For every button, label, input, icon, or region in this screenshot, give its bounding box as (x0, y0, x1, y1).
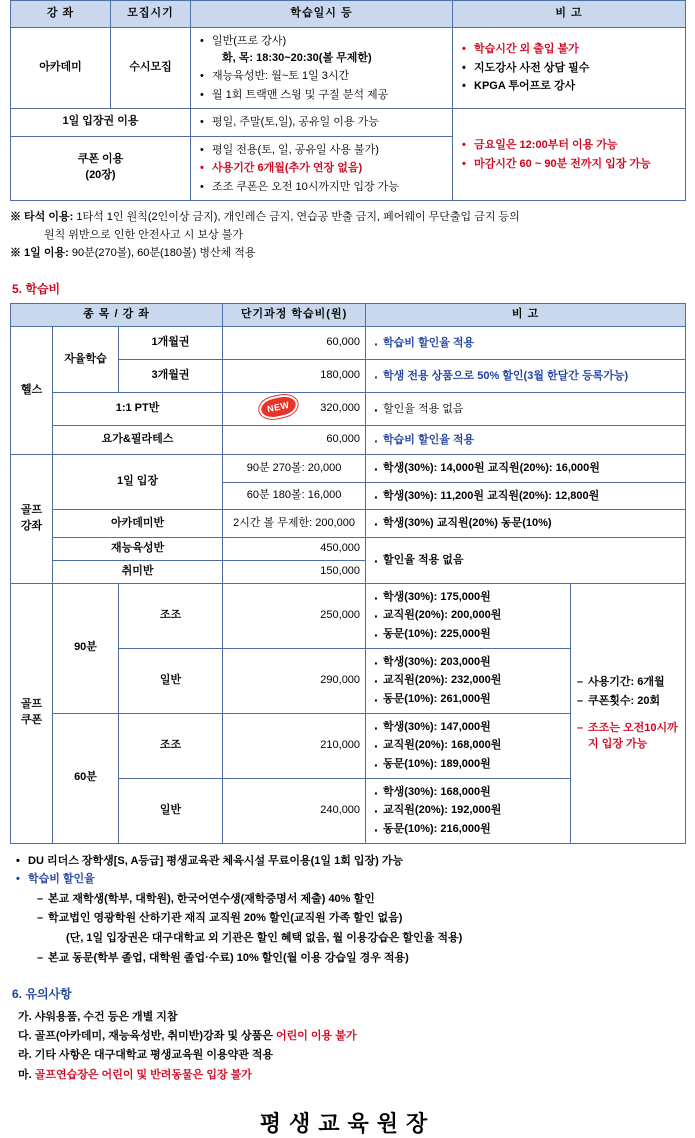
remarks-coupon (453, 109, 686, 201)
list-item: • 조조 쿠폰은 오전 10시까지만 입장 가능 (210, 179, 447, 196)
list-item: · 학생(30%) 교직원(20%) 동문(10%) (383, 515, 680, 532)
list-item: · 학습비 할인율 적용 (383, 335, 680, 352)
schedule-coupon (191, 136, 453, 201)
section-5-title (12, 280, 685, 297)
price-day-entry-90: 90분 270볼: 20,000 (223, 455, 366, 483)
type-early-90: 조조 (119, 583, 223, 648)
item-talent-class: 재능육성반 (53, 537, 223, 560)
list-item: · 교직원(20%): 232,000원 (383, 672, 565, 689)
price-day-entry-60: 60분 180볼: 16,000 (223, 482, 366, 510)
list-item: · 교직원(20%): 200,000원 (383, 607, 565, 624)
group-health: 헬스 (11, 327, 53, 455)
course-coupon-label: 쿠폰 이용 (77, 153, 124, 166)
cautions-list (18, 1008, 685, 1085)
section-6-number: 6. (12, 986, 23, 1001)
list-item: • 학습시간 외 출입 불가 (472, 41, 680, 58)
note-text: 90분(270볼), 60분(180볼) 병산체 적용 (71, 247, 256, 260)
caution-item (18, 1027, 685, 1046)
col-header-fee: 단기과정 학습비(원) (223, 304, 366, 327)
item-pt-label: 1:1 PT반 (115, 402, 160, 415)
schedule-academy (191, 28, 453, 109)
price-1month: 60,000 (223, 327, 366, 360)
col-header-period: 모집시기 (111, 1, 191, 28)
table-row (11, 109, 686, 137)
price-talent-class: 450,000 (223, 537, 366, 560)
price-coupon-60-early: 210,000 (223, 713, 366, 778)
table-row (11, 426, 686, 455)
price-yoga: 60,000 (223, 426, 366, 455)
duration-60: 60분 (53, 713, 119, 843)
list-item: • 지도강사 사전 상담 필수 (472, 60, 680, 77)
list-item: – 학교법인 영광학원 산하기관 재직 교직원 20% 할인(교직원 가족 할인 없음) (48, 910, 685, 927)
list-item: – 본교 동문(학부 졸업, 대학원 졸업·수료) 10% 할인(월 이용 강습일 경우 적용) (48, 950, 685, 967)
note-line (10, 244, 685, 262)
list-item: · 학생 전용 상품으로 50% 할인(3월 한달간 등록가능) (383, 368, 680, 385)
period-academy: 수시모집 (111, 28, 191, 109)
course-coupon-sub: (20장) (85, 169, 116, 182)
section-5-number: 5. (12, 282, 23, 297)
fee-notes-sub (10, 891, 685, 967)
list-item: • KPGA 투어프로 강사 (472, 78, 680, 95)
item-yoga: 요가&필라테스 (53, 426, 223, 455)
item-hobby-class: 취미반 (53, 560, 223, 583)
signature-line: 평생교육원장 (259, 1110, 436, 1136)
caution-text-red: 골프연습장은 어린이 및 반려동물은 입장 불가 (34, 1068, 252, 1081)
duration-90: 90분 (53, 583, 119, 713)
price-hobby-class: 150,000 (223, 560, 366, 583)
item-pt (53, 393, 223, 426)
remark-day-entry-60 (366, 482, 686, 510)
section-6-title (12, 985, 685, 1002)
section-5-label: 학습비 (25, 282, 61, 297)
course-academy: 아카데미 (11, 28, 111, 109)
new-badge: NEW (257, 393, 299, 423)
list-item: · 교직원(20%): 168,000원 (383, 737, 565, 754)
price-coupon-60-normal: 240,000 (223, 778, 366, 843)
remark-academy-class (366, 510, 686, 538)
fee-notes (10, 853, 685, 967)
price-coupon-90-early: 250,000 (223, 583, 366, 648)
list-item: • 일반(프로 강사) 화, 목: 18:30~20:30(볼 무제한) (210, 33, 447, 66)
discounts-coupon-60-normal (366, 778, 571, 843)
list-item: • 월 1회 트랙맨 스윙 및 구질 분석 제공 (210, 87, 447, 104)
course-schedule-table (10, 0, 686, 201)
list-item: – 본교 재학생(학부, 대학원), 한국어연수생(재학증명서 제출) 40% 할인 (48, 891, 685, 908)
remark-talent-hobby (366, 537, 686, 583)
caution-label: 다. (18, 1030, 32, 1043)
caution-text: 골프(아카데미, 재능육성반, 취미반)강좌 및 상품은 (34, 1030, 276, 1043)
fee-table (10, 303, 686, 843)
list-item-red: – 조조는 오전10시까지 입장 가능 (588, 720, 680, 753)
note-line (10, 208, 685, 244)
section-6-label: 유의사항 (25, 986, 72, 1001)
list-item: · 학생(30%): 14,000원 교직원(20%): 16,000원 (383, 460, 680, 477)
price-3month: 180,000 (223, 360, 366, 393)
list-item: · 교직원(20%): 192,000원 (383, 802, 565, 819)
discounts-coupon-60-early (366, 713, 571, 778)
course-day-pass: 1일 입장권 이용 (11, 109, 191, 137)
caution-text: 기타 사항은 대구대학교 평생교육원 이용약관 적용 (34, 1049, 274, 1062)
table1-notes (10, 208, 685, 262)
caution-label: 마. (18, 1068, 32, 1081)
type-normal-60: 일반 (119, 778, 223, 843)
list-item: – 사용기간: 6개월 (588, 674, 680, 691)
list-item: · 동문(10%): 225,000원 (383, 626, 565, 643)
price-coupon-90-normal: 290,000 (223, 648, 366, 713)
list-item: • 평일, 주말(토,일), 공유일 이용 가능 (210, 114, 447, 131)
list-item: • 평일 전용(토, 일, 공유일 사용 불가) (210, 142, 447, 159)
caution-item (18, 1008, 685, 1027)
list-item: – 쿠폰횟수: 20회 (588, 693, 680, 710)
remark-yoga (366, 426, 686, 455)
caution-label: 가. (18, 1010, 32, 1023)
remark-pt (366, 393, 686, 426)
table-row (11, 583, 686, 648)
remarks-academy (453, 28, 686, 109)
note-label: ※ 타석 이용: (10, 211, 74, 223)
fee-notes-paren: (단, 1일 입장권은 대구대학교 외 기관은 할인 혜택 없음, 월 이용강습은 할인율 적용) (66, 931, 463, 944)
discounts-coupon-90-normal (366, 648, 571, 713)
col-header-remarks: 비 고 (366, 304, 686, 327)
group-golf-class: 골프 강좌 (11, 455, 53, 583)
item-1month: 1개월권 (119, 327, 223, 360)
col-header-remarks: 비 고 (453, 1, 686, 28)
price-pt-value: 320,000 (320, 402, 361, 415)
price-pt (223, 393, 366, 426)
list-item: · 동문(10%): 189,000원 (383, 756, 565, 773)
item-day-entry: 1일 입장 (53, 455, 223, 510)
item-3month: 3개월권 (119, 360, 223, 393)
list-item: · 학습비 할인율 적용 (383, 432, 680, 449)
col-header-course: 강 좌 (11, 1, 111, 28)
table-header-row (11, 1, 686, 28)
list-item: · 학생(30%): 147,000원 (383, 719, 565, 736)
list-item: · 할인율 적용 없음 (383, 552, 680, 569)
caution-text: 샤워용품, 수건 등은 개별 지참 (34, 1010, 178, 1023)
table-row (11, 327, 686, 360)
list-item-detail: 화, 목: 18:30~20:30(볼 무제한) (222, 51, 372, 64)
discounts-coupon-90-early (366, 583, 571, 648)
list-item: · 동문(10%): 216,000원 (383, 821, 565, 838)
list-item: • 재능육성반: 월~토 1일 3시간 (210, 68, 447, 85)
caution-item (18, 1066, 685, 1085)
price-academy-class: 2시간 볼 무제한: 200,000 (223, 510, 366, 538)
table-header-row (11, 304, 686, 327)
col-header-schedule: 학습일시 등 (191, 1, 453, 28)
group-golf-coupon: 골프 쿠폰 (11, 583, 53, 843)
note-text-cont: 원칙 위반으로 인한 안전사고 시 보상 불가 (44, 229, 243, 242)
col-header-category: 종 목 / 강 좌 (11, 304, 223, 327)
table-row (11, 537, 686, 560)
list-item: · 동문(10%): 261,000원 (383, 691, 565, 708)
note-text: 1타석 1인 원칙(2인이상 금지), 개인레슨 금지, 연습공 반출 금지, 페어웨이 무단출입 금지 등의 (76, 211, 520, 223)
list-item: • 학습비 할인율 (26, 871, 685, 888)
table-row (11, 28, 686, 109)
list-item: · 할인율 적용 없음 (383, 401, 680, 418)
table-row (11, 455, 686, 483)
sub-self-study: 자율학습 (53, 327, 119, 393)
coupon-side-notes (571, 583, 686, 843)
remark-3month (366, 360, 686, 393)
list-item: · 학생(30%): 175,000원 (383, 589, 565, 606)
list-item: · 학생(30%): 11,200원 교직원(20%): 12,800원 (383, 488, 680, 505)
type-normal-90: 일반 (119, 648, 223, 713)
caution-item (18, 1046, 685, 1065)
type-early-60: 조조 (119, 713, 223, 778)
course-coupon (11, 136, 191, 201)
list-item: • 금요일은 12:00부터 이용 가능 (472, 137, 680, 154)
list-item: • 마감시간 60 ~ 90분 전까지 입장 가능 (472, 156, 680, 173)
schedule-day-pass (191, 109, 453, 137)
remark-day-entry-90 (366, 455, 686, 483)
caution-label: 라. (18, 1049, 32, 1062)
list-item: · 학생(30%): 168,000원 (383, 784, 565, 801)
list-item: • DU 리더스 장학생[S, A등급] 평생교육관 체육시설 무료이용(1일 1회 입장) 가능 (26, 853, 685, 870)
caution-text-red: 어린이 이용 불가 (276, 1030, 357, 1043)
table-row (11, 510, 686, 538)
item-academy-class: 아카데미반 (53, 510, 223, 538)
table-row (11, 393, 686, 426)
note-label: ※ 1일 이용: (10, 247, 69, 260)
list-item: · 학생(30%): 203,000원 (383, 654, 565, 671)
list-item: • 사용기간 6개월(추가 연장 없음) (210, 160, 447, 177)
remark-1month (366, 327, 686, 360)
